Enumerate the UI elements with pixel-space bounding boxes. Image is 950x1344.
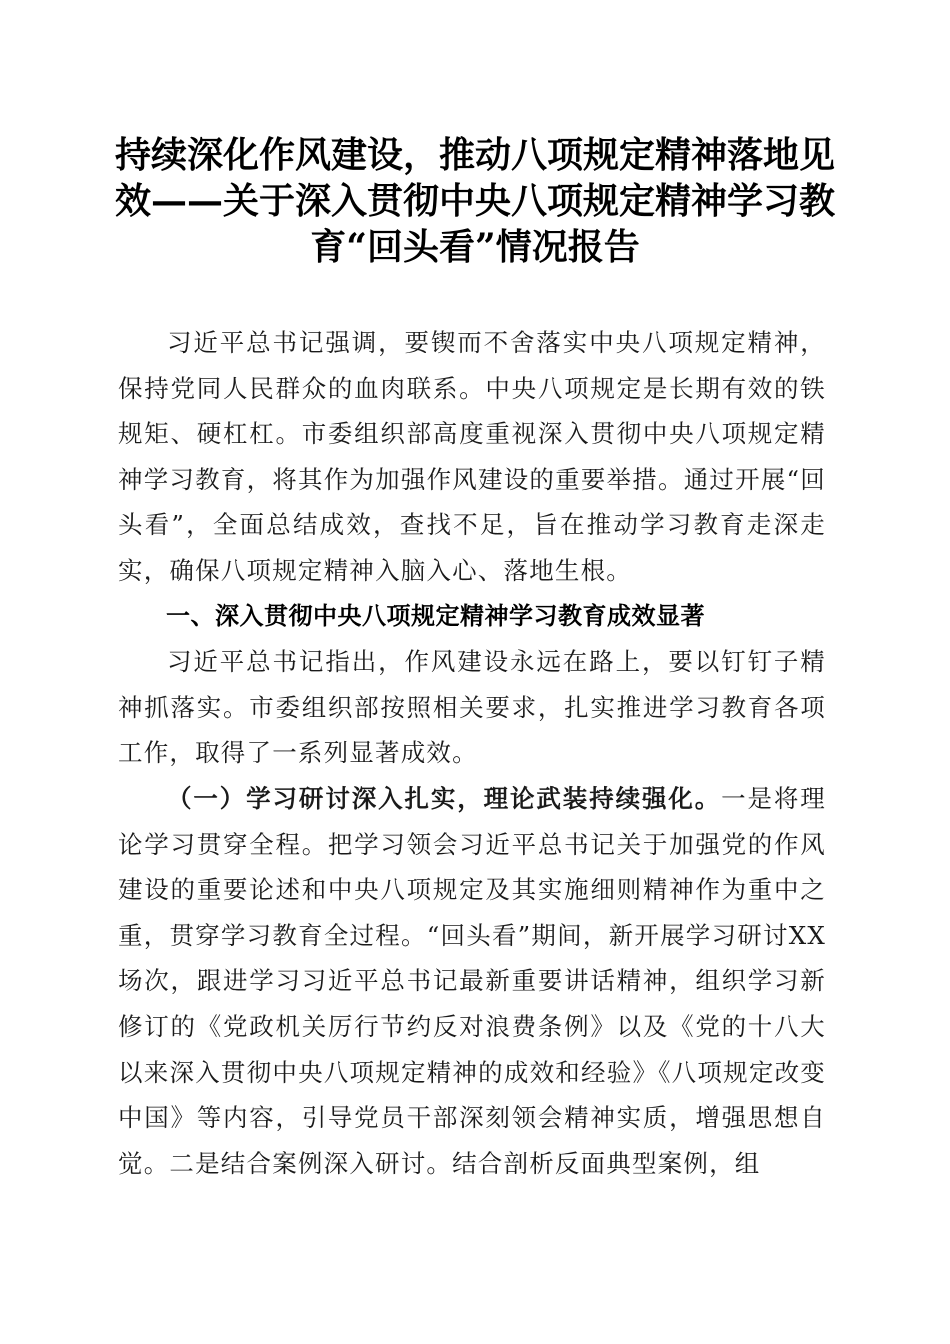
section-intro-paragraph: 习近平总书记指出，作风建设永远在路上，要以钉钉子精神抓落实。市委组织部按照相关要求，扎实推进学习教育各项工作，取得了一系列显著成效。 — [118, 647, 826, 768]
subsection-paragraph — [118, 776, 826, 1186]
section-heading: 一、深入贯彻中央八项规定精神学习教育成效显著 — [166, 601, 705, 630]
subsection-heading: （一）学习研讨深入扎实，理论武装持续强化。 — [167, 783, 722, 813]
document-body — [118, 320, 826, 1186]
intro-paragraph: 习近平总书记强调，要锲而不舍落实中央八项规定精神，保持党同人民群众的血肉联系。中央八项规定是长期有效的铁规矩、硬杠杠。市委组织部高度重视深入贯彻中央八项规定精神学习教育，将其作为加强作风建设的重要举措。通过开展“回头看”，全面总结成效，查找不足，旨在推动学习教育走深走实，确保八项规定精神入脑入心、落地生根。 — [118, 328, 826, 585]
subsection-text: 一是将理论学习贯穿全程。把学习领会习近平总书记关于加强党的作风建设的重要论述和中央八项规定及其实施细则精神作为重中之重，贯穿学习教育全过程。“回头看”期间，新开展学习研讨XX场次，跟进学习习近平总书记最新重要讲话精神，组织学习新修订的《党政机关厉行节约反对浪费条例》以及《党的十八大以来深入贯彻中央八项规定精神的成效和经验》《八项规定改变中国》等内容，引导党员干部深刻领会精神实质，增强思想自觉。二是结合案例深入研讨。结合剖析反面典型案例，组 — [118, 783, 826, 1178]
document-title: 持续深化作风建设，推动八项规定精神落地见效——关于深入贯彻中央八项规定精神学习教育“回头看”情况报告 — [114, 134, 835, 268]
